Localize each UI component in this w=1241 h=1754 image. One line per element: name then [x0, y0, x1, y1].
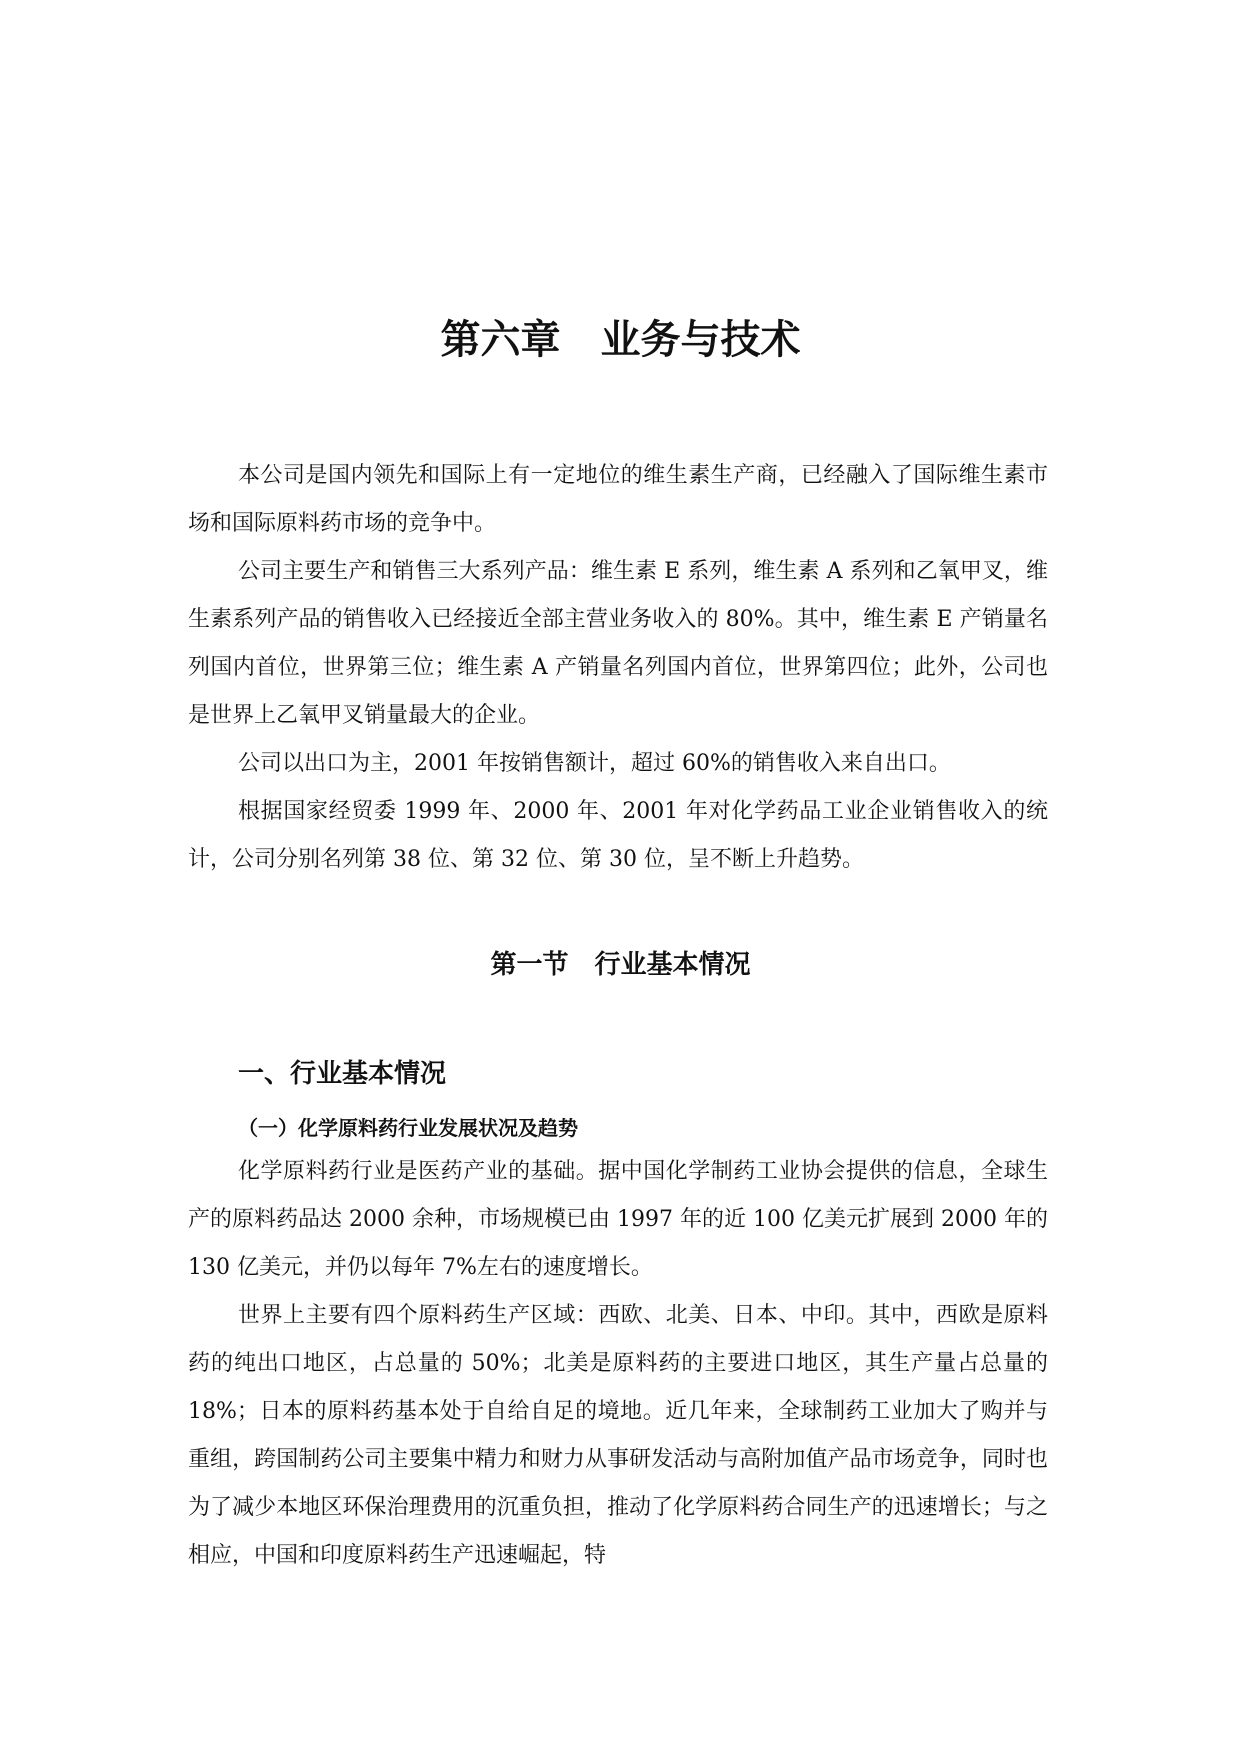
section-paragraph: 化学原料药行业是医药产业的基础。据中国化学制药工业协会提供的信息，全球生产的原料药品达 2000 余种，市场规模已由 1997 年的近 100 亿美元扩展到 2000 年的 130 亿美元，并仍以每年 7%左右的速度增长。: [188, 1159, 1048, 1280]
intro-paragraph: 公司主要生产和销售三大系列产品：维生素 E 系列，维生素 A 系列和乙氧甲叉，维生素系列产品的销售收入已经接近全部主营业务收入的 80%。其中，维生素 E 产销量名列国内首位，世界第三位；维生素 A 产销量名列国内首位，世界第四位；此外，公司也是世界上乙氧甲叉销量最大的企业。: [188, 559, 1048, 728]
section-heading: 一、行业基本情况: [238, 1059, 447, 1089]
section-body: [188, 1148, 1048, 1580]
section-subheading: （一）化学原料药行业发展状况及趋势: [238, 1116, 578, 1140]
intro-paragraph: 公司以出口为主，2001 年按销售额计，超过 60%的销售收入来自出口。: [238, 751, 951, 776]
intro-paragraph: 根据国家经贸委 1999 年、2000 年、2001 年对化学药品工业企业销售收入的统计，公司分别名列第 38 位、第 32 位、第 30 位，呈不断上升趋势。: [188, 799, 1048, 872]
section-title: 第一节 行业基本情况: [490, 950, 751, 980]
intro-body: [188, 452, 1048, 884]
intro-paragraph: 本公司是国内领先和国际上有一定地位的维生素生产商，已经融入了国际维生素市场和国际原料药市场的竞争中。: [188, 463, 1048, 536]
section-paragraph: 世界上主要有四个原料药生产区域：西欧、北美、日本、中印。其中，西欧是原料药的纯出口地区，占总量的 50%；北美是原料药的主要进口地区，其生产量占总量的 18%；日本的原料药基本处于自给自足的境地。近几年来，全球制药工业加大了购并与重组，跨国制药公司主要集中精力和财力从事研发活动与高附加值产品市场竞争，同时也为了减少本地区环保治理费用的沉重负担，推动了化学原料药合同生产的迅速增长；与之相应，中国和印度原料药生产迅速崛起，特: [188, 1303, 1048, 1568]
chapter-title: 第六章 业务与技术: [440, 317, 801, 363]
